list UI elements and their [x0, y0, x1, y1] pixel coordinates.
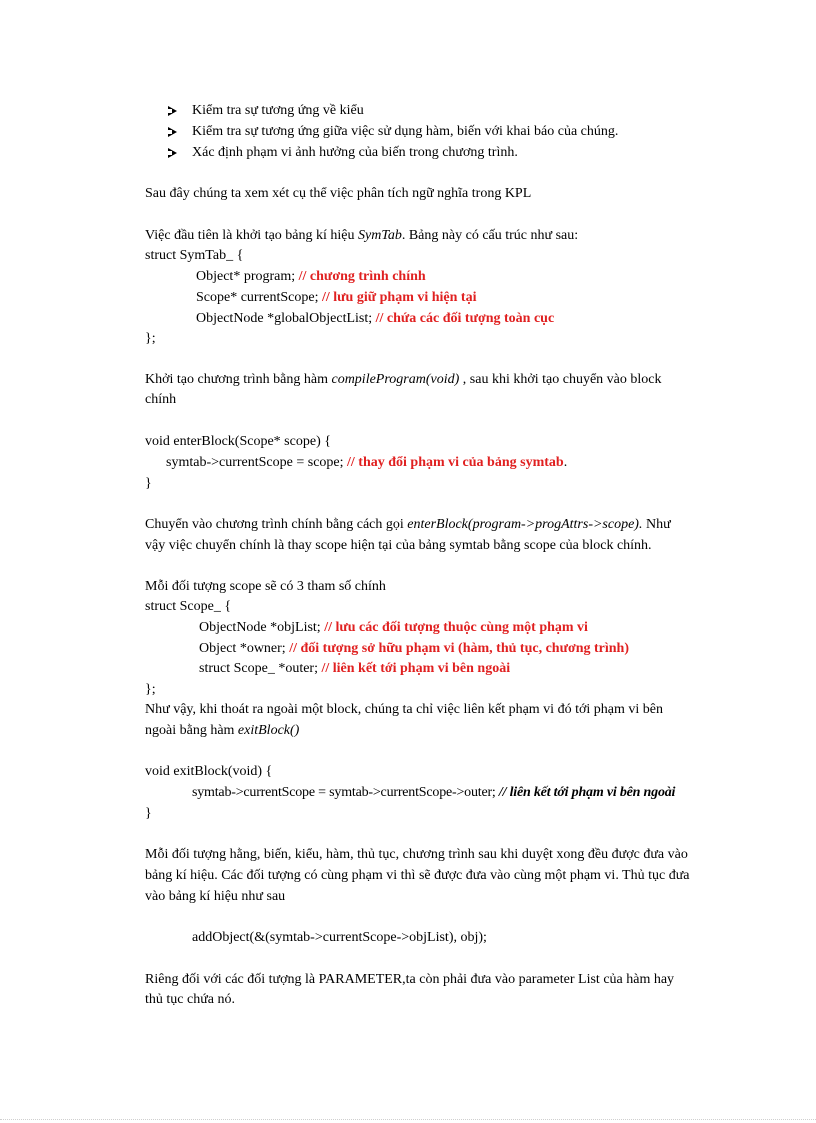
code-comment: // lưu các đối tượng thuộc cùng một phạm vi [324, 620, 588, 635]
paragraph-line: bảng kí hiệu. Các đối tượng có cùng phạm vi thì sẽ được đưa vào cùng một phạm vi. Thủ tục đưa [145, 868, 690, 883]
paragraph [145, 515, 671, 535]
page-bottom-rule [0, 1119, 816, 1120]
code-line [196, 288, 476, 308]
code-text: struct Scope_ *outer; [199, 661, 322, 676]
code-line: } [145, 806, 152, 821]
code-text: Object *owner; [199, 641, 290, 656]
text-run: Khởi tạo chương trình bằng hàm [145, 372, 332, 387]
italic-text: compileProgram(void) [331, 372, 460, 387]
italic-text: enterBlock(program->progAttrs->scope). [407, 517, 643, 532]
paragraph [145, 226, 578, 246]
text-run: ngoài bằng hàm [145, 723, 238, 738]
code-line [196, 267, 426, 287]
code-comment: // liên kết tới phạm vi bên ngoài [498, 785, 676, 800]
code-comment: // liên kết tới phạm vi bên ngoài [321, 661, 511, 676]
paragraph-line: Như vậy, khi thoát ra ngoài một block, chúng ta chỉ việc liên kết phạm vi đó tới phạm vi bên [145, 702, 663, 717]
paragraph: Mỗi đối tượng scope sẽ có 3 tham số chính [145, 579, 386, 594]
paragraph: Sau đây chúng ta xem xét cụ thể việc phân tích ngữ nghĩa trong KPL [145, 186, 532, 201]
text-run: Như [642, 517, 671, 532]
text-run: Chuyển vào chương trình chính bằng cách gọi [145, 517, 408, 532]
code-line: }; [145, 682, 156, 697]
code-comment: // chương trình chính [298, 269, 426, 284]
paragraph-line: thủ tục chứa nó. [145, 992, 236, 1007]
paragraph-line [145, 721, 299, 741]
code-line [192, 783, 675, 803]
code-line: void exitBlock(void) { [145, 764, 273, 779]
code-text: Scope* currentScope; [196, 290, 322, 305]
code-line: void enterBlock(Scope* scope) { [145, 434, 331, 449]
code-text: ObjectNode *objList; [199, 620, 325, 635]
text-run: . Bảng này có cấu trúc như sau: [401, 228, 579, 243]
code-line [196, 309, 554, 329]
code-text: symtab->currentScope = scope; [166, 455, 348, 470]
italic-text: exitBlock() [237, 723, 300, 738]
code-text: symtab->currentScope = symtab->currentScope->outer; [192, 785, 499, 800]
code-text: ObjectNode *globalObjectList; [196, 311, 376, 326]
code-text: . [563, 455, 568, 470]
bullet-item: Xác định phạm vi ảnh hưởng của biến trong chương trình. [192, 145, 518, 160]
arrow-bullet-icon [168, 148, 177, 158]
code-line [199, 618, 588, 638]
code-comment: // lưu giữ phạm vi hiện tại [321, 290, 477, 305]
text-run: , sau khi khởi tạo chuyển vào block [459, 372, 662, 387]
paragraph-line: vào bảng kí hiệu như sau [145, 889, 286, 904]
code-comment: // chứa các đối tượng toàn cục [375, 311, 555, 326]
text-run: Việc đầu tiên là khởi tạo bảng kí hiệu [145, 228, 359, 243]
code-comment: // thay đổi phạm vi của bảng symtab [347, 455, 564, 470]
paragraph-line: Mỗi đối tượng hằng, biến, kiểu, hàm, thủ tục, chương trình sau khi duyệt xong đều được đưa vào [145, 847, 688, 862]
paragraph-line: vậy việc chuyển chính là thay scope hiện tại của bảng symtab bằng scope của block chính. [145, 538, 652, 553]
paragraph-line: chính [145, 392, 177, 407]
code-line [199, 659, 510, 679]
bullet-item: Kiểm tra sự tương ứng về kiểu [192, 103, 364, 118]
code-line: struct Scope_ { [145, 599, 232, 614]
code-line: } [145, 476, 152, 491]
code-line: struct SymTab_ { [145, 248, 244, 263]
code-comment: // đối tượng sở hữu phạm vi (hàm, thủ tục, chương trình) [289, 641, 630, 656]
code-line: addObject(&(symtab->currentScope->objList), obj); [192, 930, 487, 945]
italic-text: SymTab [358, 228, 402, 243]
code-text: Object* program; [196, 269, 299, 284]
code-line [199, 639, 629, 659]
code-line [166, 453, 567, 473]
arrow-bullet-icon [168, 106, 177, 116]
bullet-item: Kiểm tra sự tương ứng giữa việc sử dụng hàm, biến với khai báo của chúng. [192, 124, 619, 139]
paragraph-line: Riêng đối với các đối tượng là PARAMETER,ta còn phải đưa vào parameter List của hàm hay [145, 972, 675, 987]
code-line: }; [145, 331, 156, 346]
arrow-bullet-icon [168, 127, 177, 137]
paragraph [145, 370, 661, 390]
